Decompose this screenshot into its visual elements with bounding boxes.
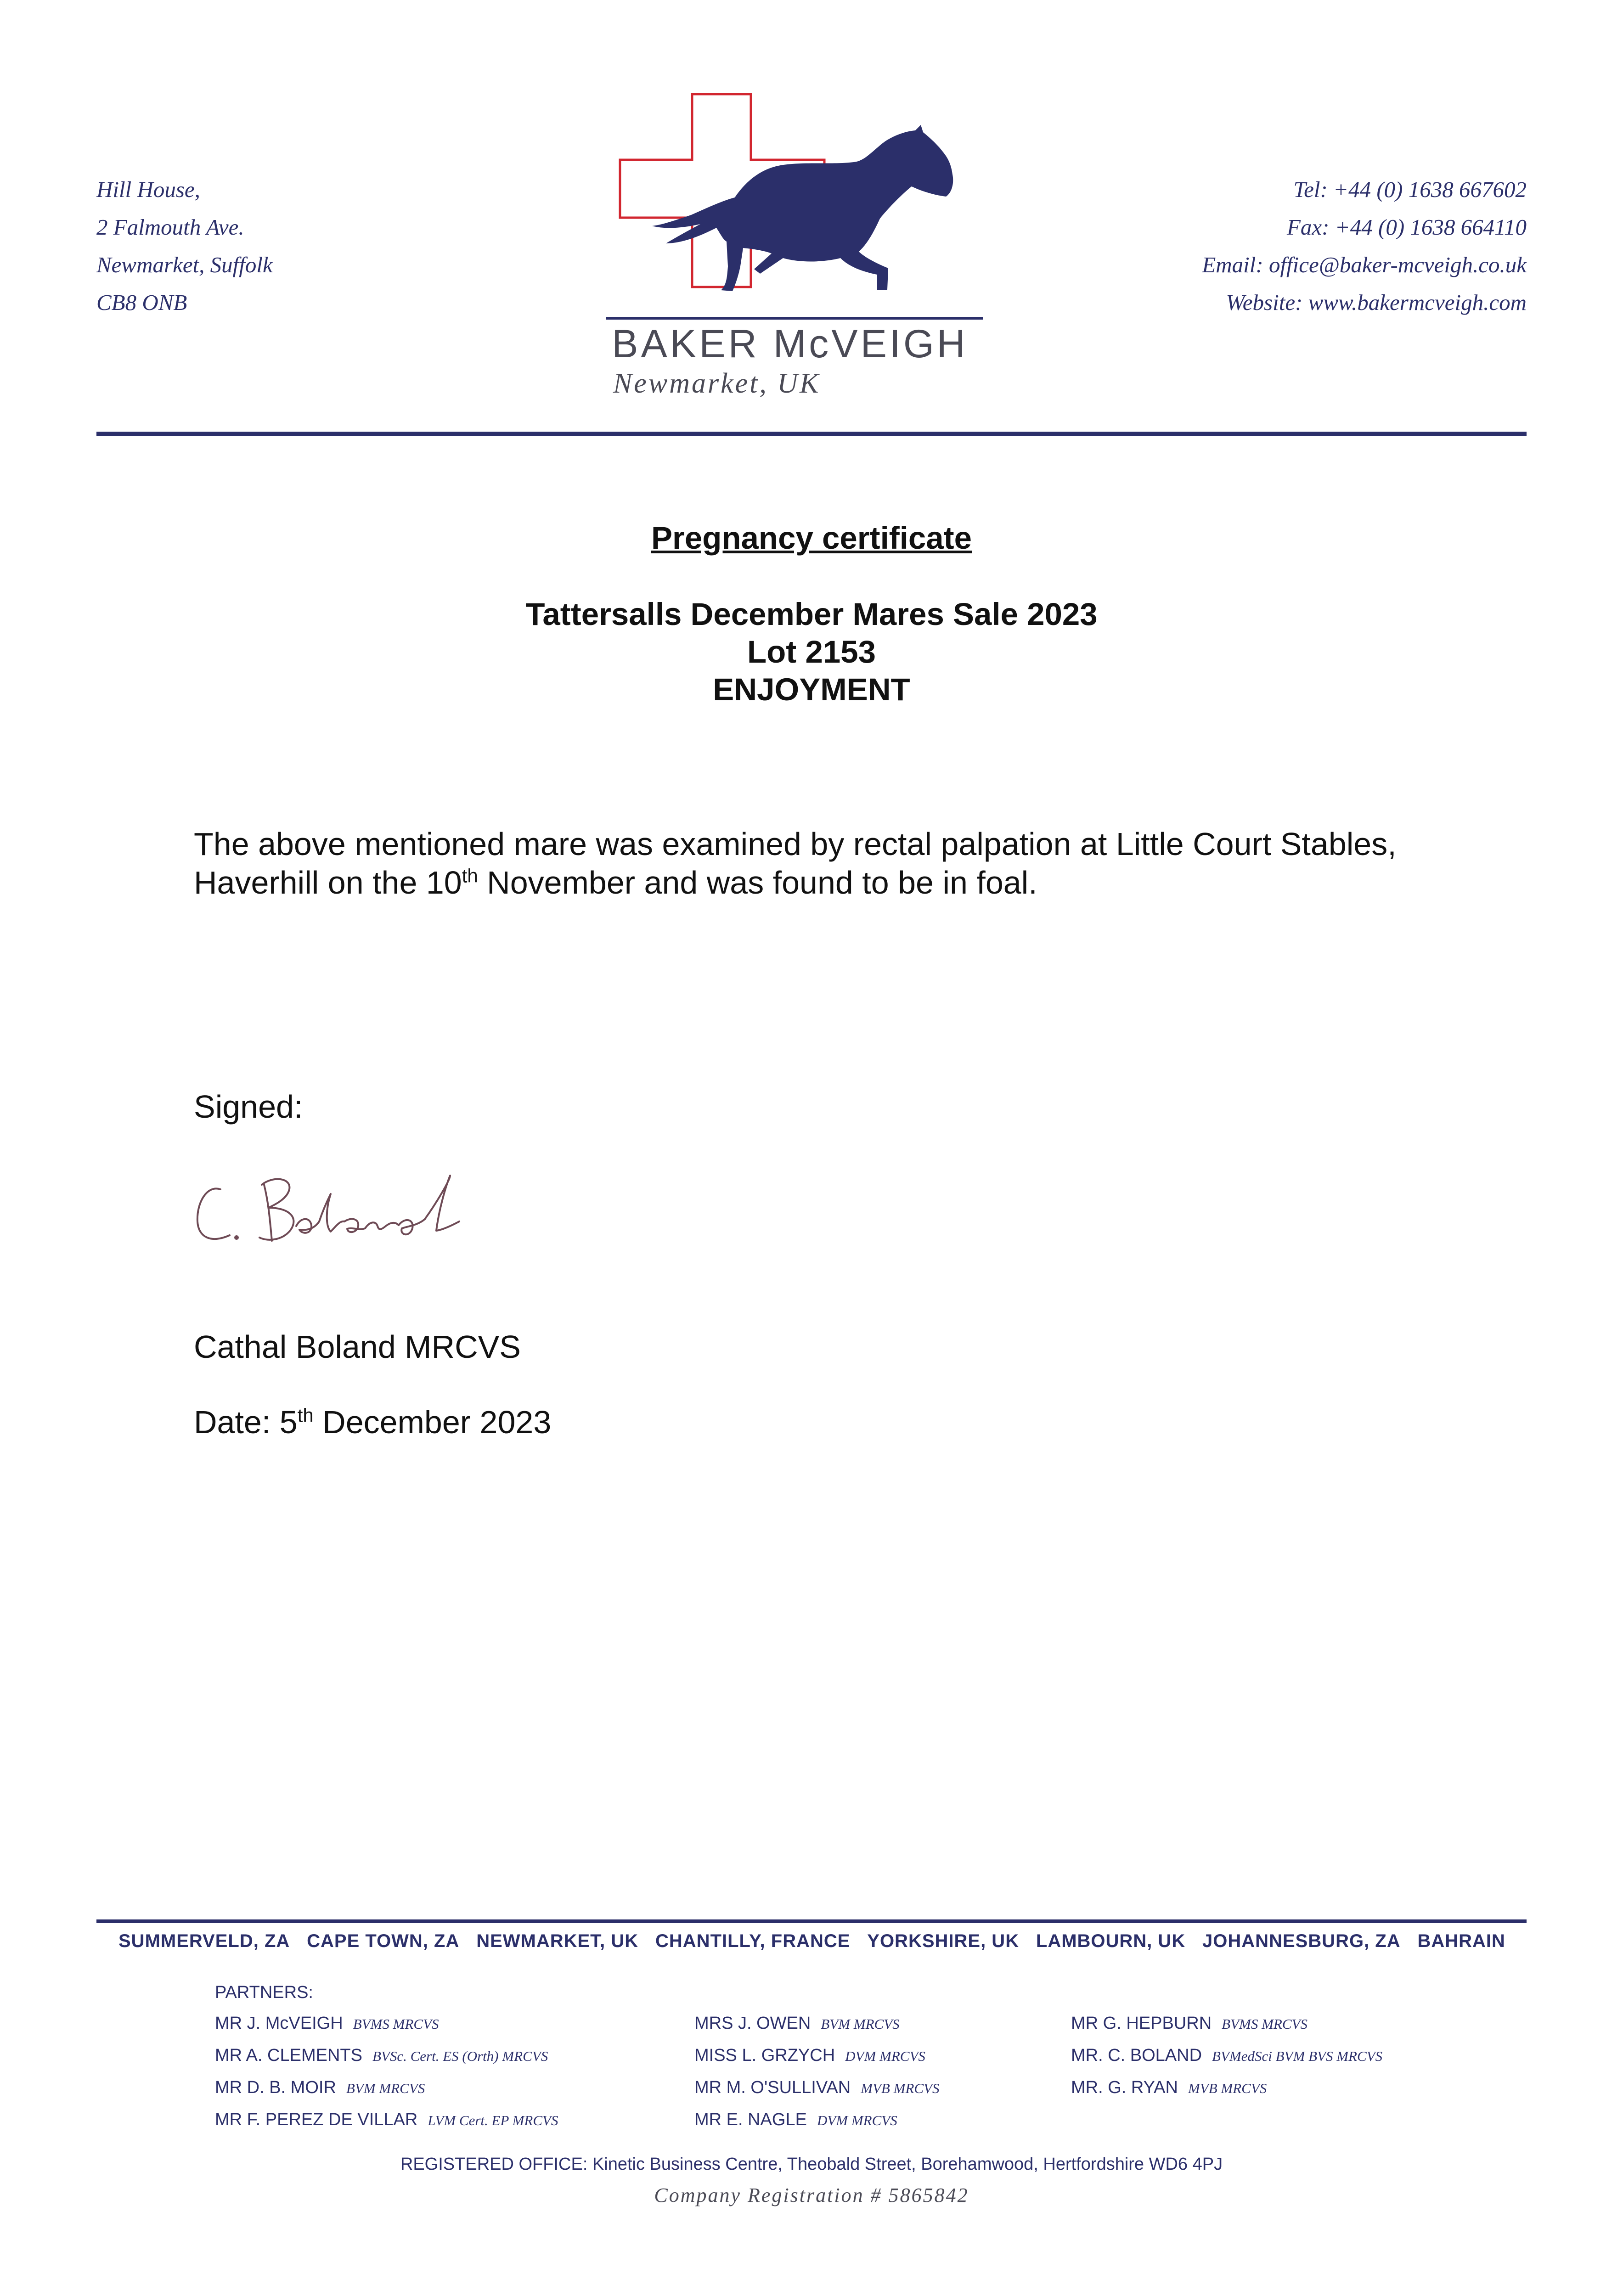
partner-name: MR G. HEPBURN xyxy=(1071,2014,1212,2033)
examination-statement xyxy=(194,825,1461,902)
address-line: Hill House, xyxy=(96,177,200,202)
partner-qualifications: BVMS MRCVS xyxy=(1222,2016,1307,2032)
location-item: LAMBOURN, UK xyxy=(1036,1931,1186,1951)
partner-qualifications: BVM MRCVS xyxy=(346,2080,425,2096)
partner-qualifications: MVB MRCVS xyxy=(1188,2080,1267,2096)
location-item: CHANTILLY, FRANCE xyxy=(655,1931,851,1951)
partners-column xyxy=(1071,2008,1382,2104)
partners-column xyxy=(694,2008,940,2136)
document-title: Pregnancy certificate xyxy=(651,520,972,556)
location-item: JOHANNESBURG, ZA xyxy=(1202,1931,1401,1951)
contact-website: Website: www.bakermcveigh.com xyxy=(1226,290,1527,315)
certificate-date xyxy=(194,1404,551,1441)
contact-email: Email: office@baker-mcveigh.co.uk xyxy=(1202,252,1527,277)
partners-column xyxy=(215,2008,558,2136)
partner-qualifications: DVM MRCVS xyxy=(845,2048,925,2064)
sale-name: Tattersalls December Mares Sale 2023 xyxy=(525,597,1098,632)
partner-qualifications: BVM MRCVS xyxy=(821,2016,900,2032)
horse-name: ENJOYMENT xyxy=(713,672,910,707)
location-item: SUMMERVELD, ZA xyxy=(118,1931,290,1951)
contact-fax: Fax: +44 (0) 1638 664110 xyxy=(1286,214,1527,240)
signatory-name: Cathal Boland MRCVS xyxy=(194,1329,521,1365)
partner-name: MR A. CLEMENTS xyxy=(215,2046,362,2065)
statement-text: Haverhill on the 10 xyxy=(194,865,462,900)
signed-label: Signed: xyxy=(194,1089,303,1125)
partner-name: MR F. PEREZ DE VILLAR xyxy=(215,2110,418,2129)
partners-heading: PARTNERS: xyxy=(215,1983,313,2002)
ordinal-suffix: th xyxy=(297,1404,314,1426)
partner-entry xyxy=(1071,2008,1382,2040)
company-registration: Company Registration # 5865842 xyxy=(654,2184,969,2206)
location-item: NEWMARKET, UK xyxy=(476,1931,639,1951)
partner-qualifications: LVM Cert. EP MRCVS xyxy=(428,2112,558,2128)
ordinal-suffix: th xyxy=(462,865,478,887)
partner-qualifications: BVSc. Cert. ES (Orth) MRCVS xyxy=(372,2048,548,2064)
company-location: Newmarket, UK xyxy=(613,368,821,399)
partner-qualifications: BVMedSci BVM BVS MRCVS xyxy=(1212,2048,1383,2064)
partner-entry xyxy=(694,2008,940,2040)
partner-entry xyxy=(1071,2072,1382,2104)
address-line: CB8 ONB xyxy=(96,290,187,315)
lot-number: Lot 2153 xyxy=(747,634,876,670)
location-item: YORKSHIRE, UK xyxy=(867,1931,1020,1951)
partner-name: MRS J. OWEN xyxy=(694,2014,811,2033)
location-item: BAHRAIN xyxy=(1417,1931,1505,1951)
partner-name: MISS L. GRZYCH xyxy=(694,2046,835,2065)
partner-entry xyxy=(694,2104,940,2136)
handwritten-signature xyxy=(193,1162,478,1263)
header-divider xyxy=(96,432,1527,436)
footer-divider xyxy=(96,1919,1527,1923)
date-text: Date: 5 xyxy=(194,1404,298,1440)
partner-entry xyxy=(215,2008,558,2040)
company-brand-name: BAKER McVEIGH xyxy=(612,322,968,366)
address-line: 2 Falmouth Ave. xyxy=(96,214,244,240)
statement-text: November and was found to be in foal. xyxy=(478,865,1037,900)
company-contact xyxy=(1202,171,1527,321)
partner-qualifications: BVMS MRCVS xyxy=(353,2016,439,2032)
partner-name: MR E. NAGLE xyxy=(694,2110,807,2129)
partner-name: MR M. O'SULLIVAN xyxy=(694,2078,851,2097)
registered-office: REGISTERED OFFICE: Kinetic Business Centre, Theobald Street, Borehamwood, Hertfordshire WD6 4PJ xyxy=(400,2155,1223,2174)
partner-entry xyxy=(1071,2040,1382,2072)
office-locations xyxy=(118,1931,1505,1952)
partner-entry xyxy=(694,2072,940,2104)
partner-qualifications: DVM MRCVS xyxy=(817,2112,897,2128)
location-item: CAPE TOWN, ZA xyxy=(307,1931,460,1951)
partner-qualifications: MVB MRCVS xyxy=(861,2080,940,2096)
partner-entry xyxy=(215,2040,558,2072)
partner-name: MR J. McVEIGH xyxy=(215,2014,343,2033)
partner-entry xyxy=(215,2104,558,2136)
partner-entry xyxy=(215,2072,558,2104)
partner-name: MR D. B. MOIR xyxy=(215,2078,336,2097)
partner-entry xyxy=(694,2040,940,2072)
partner-name: MR. C. BOLAND xyxy=(1071,2046,1202,2065)
partner-name: MR. G. RYAN xyxy=(1071,2078,1178,2097)
statement-line xyxy=(194,863,1461,902)
address-line: Newmarket, Suffolk xyxy=(96,252,273,277)
date-text: December 2023 xyxy=(313,1404,552,1440)
contact-phone: Tel: +44 (0) 1638 667602 xyxy=(1293,177,1527,202)
company-address xyxy=(96,171,273,321)
statement-line: The above mentioned mare was examined by rectal palpation at Little Court Stables, xyxy=(194,826,1397,862)
